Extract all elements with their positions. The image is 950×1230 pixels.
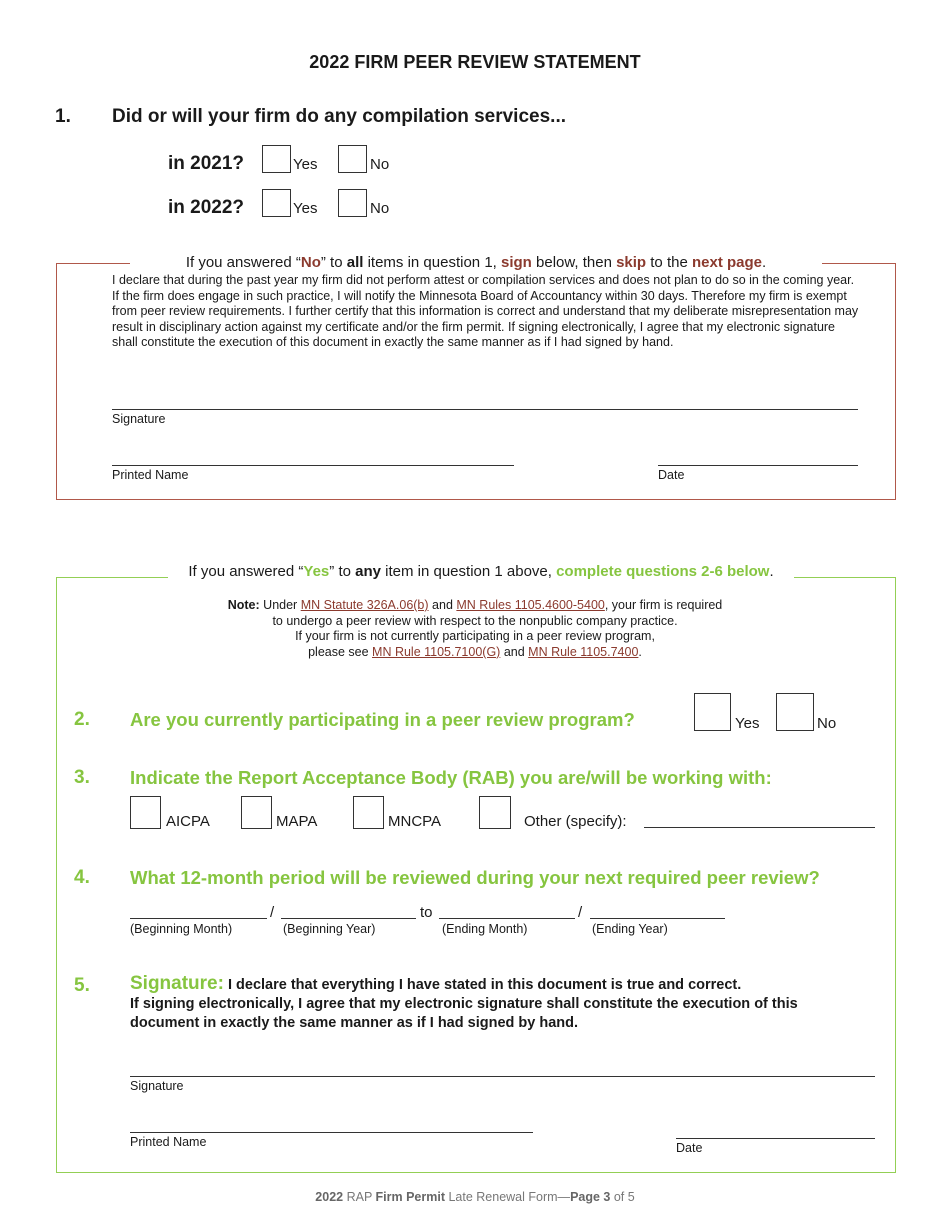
question-5-heading: Signature: (130, 973, 224, 994)
q1-year-2021-label: in 2021? (168, 153, 245, 174)
q3-other-label: Other (specify): (524, 813, 627, 830)
link-mn-rule-1105-7100g[interactable]: MN Rule 1105.7100(G) (372, 644, 501, 659)
note-block: Note: Under MN Statute 326A.06(b) and MN Rules 1105.4600-5400, your firm is required to undergo a peer review with respect to the nonpublic company practice. If your firm is not currently participating in a peer review program, please see MN Rule 1105.7100(G) and MN Rule 1105.7400. (227, 598, 723, 659)
q3-other-checkbox[interactable] (479, 796, 511, 829)
exemption-date-line[interactable] (658, 465, 858, 466)
page-footer: 2022 RAP Firm Permit Late Renewal Form—Page 3 of 5 (315, 1190, 635, 1204)
exemption-signature-line[interactable] (112, 409, 858, 410)
ending-month-label: (Ending Month) (442, 922, 528, 936)
q1-2021-yes-checkbox[interactable] (262, 145, 291, 173)
q1-year-2022-label: in 2022? (168, 197, 245, 218)
slash-separator-2: / (578, 904, 583, 921)
q1-2021-no-label: No (370, 156, 390, 173)
beginning-year-line[interactable] (281, 918, 416, 919)
ending-year-label: (Ending Year) (592, 922, 668, 936)
exemption-declaration-text: I declare that during the past year my firm did not perform attest or compilation services and does not plan to do so in the coming year. If the firm does engage in such practice, I will notify the Minnesota Board of Accountancy within 30 days. Therefore my firm is exempt from peer review requirements. I further certify that this information is correct and understand that my deliberate misrepresentation may result in disciplinary action against my certificate and/or the firm permit. If signing electronically, I agree that my electronic signature shall constitute the execution of this document in exactly the same manner as if I had signed by hand. (112, 273, 859, 350)
q1-2022-no-label: No (370, 200, 390, 217)
q2-yes-label: Yes (735, 715, 760, 732)
printed-name-label: Printed Name (130, 1135, 207, 1149)
exemption-section-legend: If you answered “No” to all items in question 1, sign below, then skip to the next page. (130, 254, 822, 271)
beginning-month-line[interactable] (130, 918, 267, 919)
q3-mapa-checkbox[interactable] (241, 796, 272, 829)
question-1-number: 1. (55, 106, 71, 127)
q1-2022-yes-checkbox[interactable] (262, 189, 291, 217)
q2-no-label: No (817, 715, 837, 732)
q3-aicpa-label: AICPA (166, 813, 210, 830)
date-label: Date (676, 1141, 703, 1155)
exemption-printed-name-line[interactable] (112, 465, 514, 466)
link-mn-statute-326a06b[interactable]: MN Statute 326A.06(b) (300, 598, 429, 612)
exemption-printed-name-label: Printed Name (112, 468, 189, 482)
link-mn-rule-1105-7400[interactable]: MN Rule 1105.7400 (528, 644, 639, 659)
printed-name-line[interactable] (130, 1132, 533, 1133)
question-2-text: Are you currently participating in a peer review program? (130, 709, 635, 730)
exemption-date-label: Date (658, 468, 685, 482)
peer-review-section-legend: If you answered “Yes” to any item in question 1 above, complete questions 2-6 below. (168, 563, 794, 580)
signature-line[interactable] (130, 1076, 875, 1077)
beginning-month-label: (Beginning Month) (130, 922, 233, 936)
q1-2021-yes-label: Yes (293, 156, 318, 173)
q2-no-checkbox[interactable] (776, 693, 814, 731)
ending-month-line[interactable] (439, 918, 575, 919)
question-4-number: 4. (74, 867, 90, 888)
q3-other-specify-line[interactable] (644, 827, 875, 828)
date-line[interactable] (676, 1138, 875, 1139)
beginning-year-label: (Beginning Year) (283, 922, 376, 936)
signature-label: Signature (130, 1079, 184, 1093)
question-5-text: Signature: I declare that everything I have stated in this document is true and correct. If signing electronically, I agree that my electronic signature shall constitute the execution of this document in exactly the same manner as if I had signed by hand. (130, 973, 798, 1031)
question-1-text: Did or will your firm do any compilation services... (112, 106, 566, 127)
question-4-text: What 12-month period will be reviewed during your next required peer review? (130, 867, 820, 888)
to-separator: to (420, 904, 433, 921)
exemption-signature-label: Signature (112, 412, 166, 426)
question-5-number: 5. (74, 975, 90, 996)
q3-mncpa-label: MNCPA (388, 813, 442, 830)
q1-2022-yes-label: Yes (293, 200, 318, 217)
q3-mncpa-checkbox[interactable] (353, 796, 384, 829)
question-3-number: 3. (74, 767, 90, 788)
q2-yes-checkbox[interactable] (694, 693, 731, 731)
slash-separator-1: / (270, 904, 275, 921)
page-title: 2022 FIRM PEER REVIEW STATEMENT (309, 52, 641, 72)
question-2-number: 2. (74, 709, 90, 730)
q1-2021-no-checkbox[interactable] (338, 145, 367, 173)
ending-year-line[interactable] (590, 918, 725, 919)
q3-aicpa-checkbox[interactable] (130, 796, 161, 829)
link-mn-rules-1105-4600-5400[interactable]: MN Rules 1105.4600-5400 (456, 598, 605, 612)
question-3-text: Indicate the Report Acceptance Body (RAB) you are/will be working with: (130, 767, 772, 788)
q1-2022-no-checkbox[interactable] (338, 189, 367, 217)
note-label: Note: (227, 598, 260, 612)
q3-mapa-label: MAPA (276, 813, 318, 830)
